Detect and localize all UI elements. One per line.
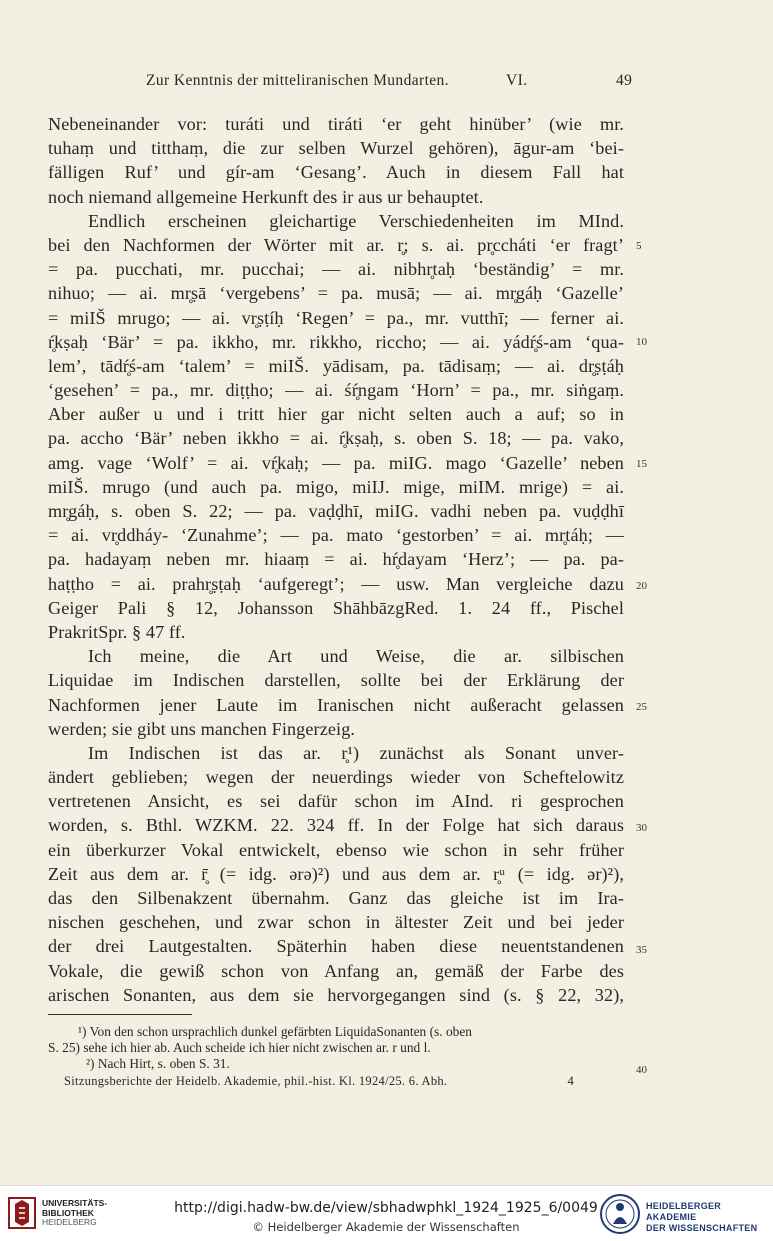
text-line: PrakritSpr. § 47 ff. [48, 621, 186, 642]
text-line: bei den Nachformen der Wörter mit ar. r̥; s. ai. pr̥ccháti ‘er fragt’ [48, 234, 624, 255]
text-line: Zeit aus dem ar. r̥̄ (= idg. ərə)²) und aus dem ar. r̥ᵘ (= idg. ər)²), [48, 863, 624, 884]
line-number-30: 30 [636, 822, 647, 834]
footnote-1-continued: S. 25) sehe ich hier ab. Auch scheide ich hier nicht zwischen ar. r und l. [48, 1040, 431, 1055]
text-line: = miIŠ mrugo; — ai. vr̥ṣṭíḥ ‘Regen’ = pa., mr. vutthī; — ferner ai. [48, 307, 624, 328]
text-line: werden; sie gibt uns manchen Fingerzeig. [48, 718, 356, 739]
university-library-logo-icon [8, 1196, 36, 1230]
text-line: = pa. pucchati, mr. pucchai; — ai. nibhr̥taḥ ‘beständig’ = mr. [48, 259, 624, 280]
text-line: lem’, tādŕ̥ś-am ‘talem’ = miIŠ. yādisam, pa. tādisaṃ; — ai. dr̥ṣṭáḥ [48, 355, 624, 376]
text-line: Endlich erscheinen gleichartige Verschiedenheiten im MInd. [88, 210, 624, 231]
line-number-20: 20 [636, 580, 647, 592]
publication-info: Sitzungsberichte der Heidelb. Akademie, phil.-hist. Kl. 1924/25. 6. Abh. [64, 1074, 448, 1088]
text-line: Nachformen jener Laute im Iranischen nicht außeracht gelassen [48, 694, 624, 715]
running-title: Zur Kenntnis der mitteliranischen Mundarten. [146, 72, 449, 89]
text-line: ŕ̥kṣaḥ ‘Bär’ = pa. ikkho, mr. rikkho, riccho; — ai. yádŕ̥ś-am ‘qua- [48, 331, 624, 352]
academy-name: HEIDELBERGER AKADEMIE DER WISSENSCHAFTEN [646, 1201, 758, 1233]
text-line: Nebeneinander vor: turáti und tiráti ‘er geht hinüber’ (wie mr. [48, 114, 624, 134]
text-line: pa. hadayaṃ neben mr. hiaaṃ = ai. hŕ̥dayam ‘Herz’; — pa. pa- [48, 549, 624, 570]
text-line: miIŠ. mrugo (und auch pa. migo, miIJ. mige, miIM. mrige) = ai. [48, 476, 624, 497]
page-number: 49 [616, 72, 633, 89]
text-line: fälligen Ruf’ und gír-am ‘Gesang’. Auch in diesem Fall hat [48, 162, 624, 183]
academy-seal-icon [600, 1192, 640, 1236]
viewer-footer [0, 1185, 773, 1241]
text-line: Aber außer u und i tritt hier gar nicht selten auch a auf; so in [48, 404, 624, 425]
line-number-5: 5 [636, 240, 642, 252]
line-number-35: 35 [636, 944, 647, 956]
footnote-1: ¹) Von den schon ursprachlich dunkel gefärbten LiquidaSonanten (s. oben [78, 1024, 472, 1039]
text-line: worden, s. Bthl. WZKM. 22. 324 ff. In der Folge hat sich daraus [48, 815, 624, 836]
text-line: nihuo; — ai. mr̥ṣā ‘vergebens’ = pa. musā; — ai. mr̥gáḥ ‘Gazelle’ [48, 283, 624, 304]
library-name: UNIVERSITÄTS- BIBLIOTHEK HEIDELBERG [42, 1198, 108, 1227]
line-number-25: 25 [636, 701, 647, 713]
permalink-url[interactable]: http://digi.hadw-bw.de/view/sbhadwphkl_1924_1925_6/0049 [174, 1200, 598, 1216]
text-line: das den Silbenakzent übernahm. Ganz das gleiche ist im Ira- [48, 888, 624, 908]
text-line: amg. vage ‘Wolf’ = ai. vŕ̥kaḥ; — pa. miIG. mago ‘Gazelle’ neben [48, 452, 624, 473]
text-line: vertretenen Ansicht, es sei dafür schon im AInd. ri gesprochen [48, 791, 624, 812]
text-line: = ai. vr̥ddháy- ‘Zunahme’; — pa. mato ‘gestorben’ = ai. mr̥táḥ; — [48, 525, 624, 546]
text-line: Im Indischen ist das ar. r̥¹) zunächst als Sonant unver- [88, 742, 624, 763]
text-line: nischen geschehen, und zwar schon in ältester Zeit und bei jeder [48, 912, 624, 933]
text-line: mr̥gáḥ, s. oben S. 22; — pa. vaḍḍhī, miIG. vadhi neben pa. vuḍḍhī [48, 501, 624, 521]
footnote-rule [48, 1014, 192, 1015]
publication-line [64, 1074, 574, 1089]
body-text [48, 112, 624, 1007]
text-line: der drei Lautgestalten. Späterhin haben diese neuentstandenen [48, 936, 624, 957]
volume-number: VI. [506, 72, 528, 89]
text-line: ändert geblieben; wegen der neuerdings wieder von Scheftelowitz [48, 767, 624, 788]
running-header [146, 72, 633, 90]
text-line: noch niemand allgemeine Herkunft des ir aus ur behauptet. [48, 186, 484, 207]
text-line: tuhaṃ und titthaṃ, die zur selben Wurzel gehören), āgur-am ‘bei- [48, 138, 624, 159]
text-line: Geiger Pali § 12, Johansson ShāhbāzgRed. 1. 24 ff., Pischel [48, 597, 624, 618]
line-number-10: 10 [636, 336, 647, 348]
signature-mark: 4 [567, 1074, 574, 1088]
line-number-40: 40 [636, 1064, 647, 1076]
footnote-2: ²) Nach Hirt, s. oben S. 31. [86, 1056, 230, 1071]
text-line: Liquidae im Indischen darstellen, sollte bei der Erklärung der [48, 670, 624, 691]
copyright-notice: © Heidelberger Akademie der Wissenschaften [252, 1220, 520, 1234]
text-line: Vokale, die gewiß schon von Anfang an, gemäß der Farbe des [48, 960, 624, 981]
text-line: ein überkurzer Vokal entwickelt, ebenso wie schon in sehr früher [48, 839, 624, 860]
text-line: ‘gesehen’ = pa., mr. diṭṭho; — ai. śŕ̥ngam ‘Horn’ = pa., mr. siṅgaṃ. [48, 380, 624, 401]
text-line: arischen Sonanten, aus dem sie hervorgegangen sind (s. § 22, 32), [48, 984, 624, 1005]
text-line: Ich meine, die Art und Weise, die ar. silbischen [88, 646, 624, 667]
text-line: haṭṭho = ai. prahr̥ṣṭaḥ ‘aufgeregt’; — usw. Man vergleiche dazu [48, 573, 624, 594]
line-number-15: 15 [636, 458, 647, 470]
text-line: pa. accho ‘Bär’ neben ikkho = ai. ŕ̥kṣaḥ, s. oben S. 18; — pa. vako, [48, 428, 624, 449]
